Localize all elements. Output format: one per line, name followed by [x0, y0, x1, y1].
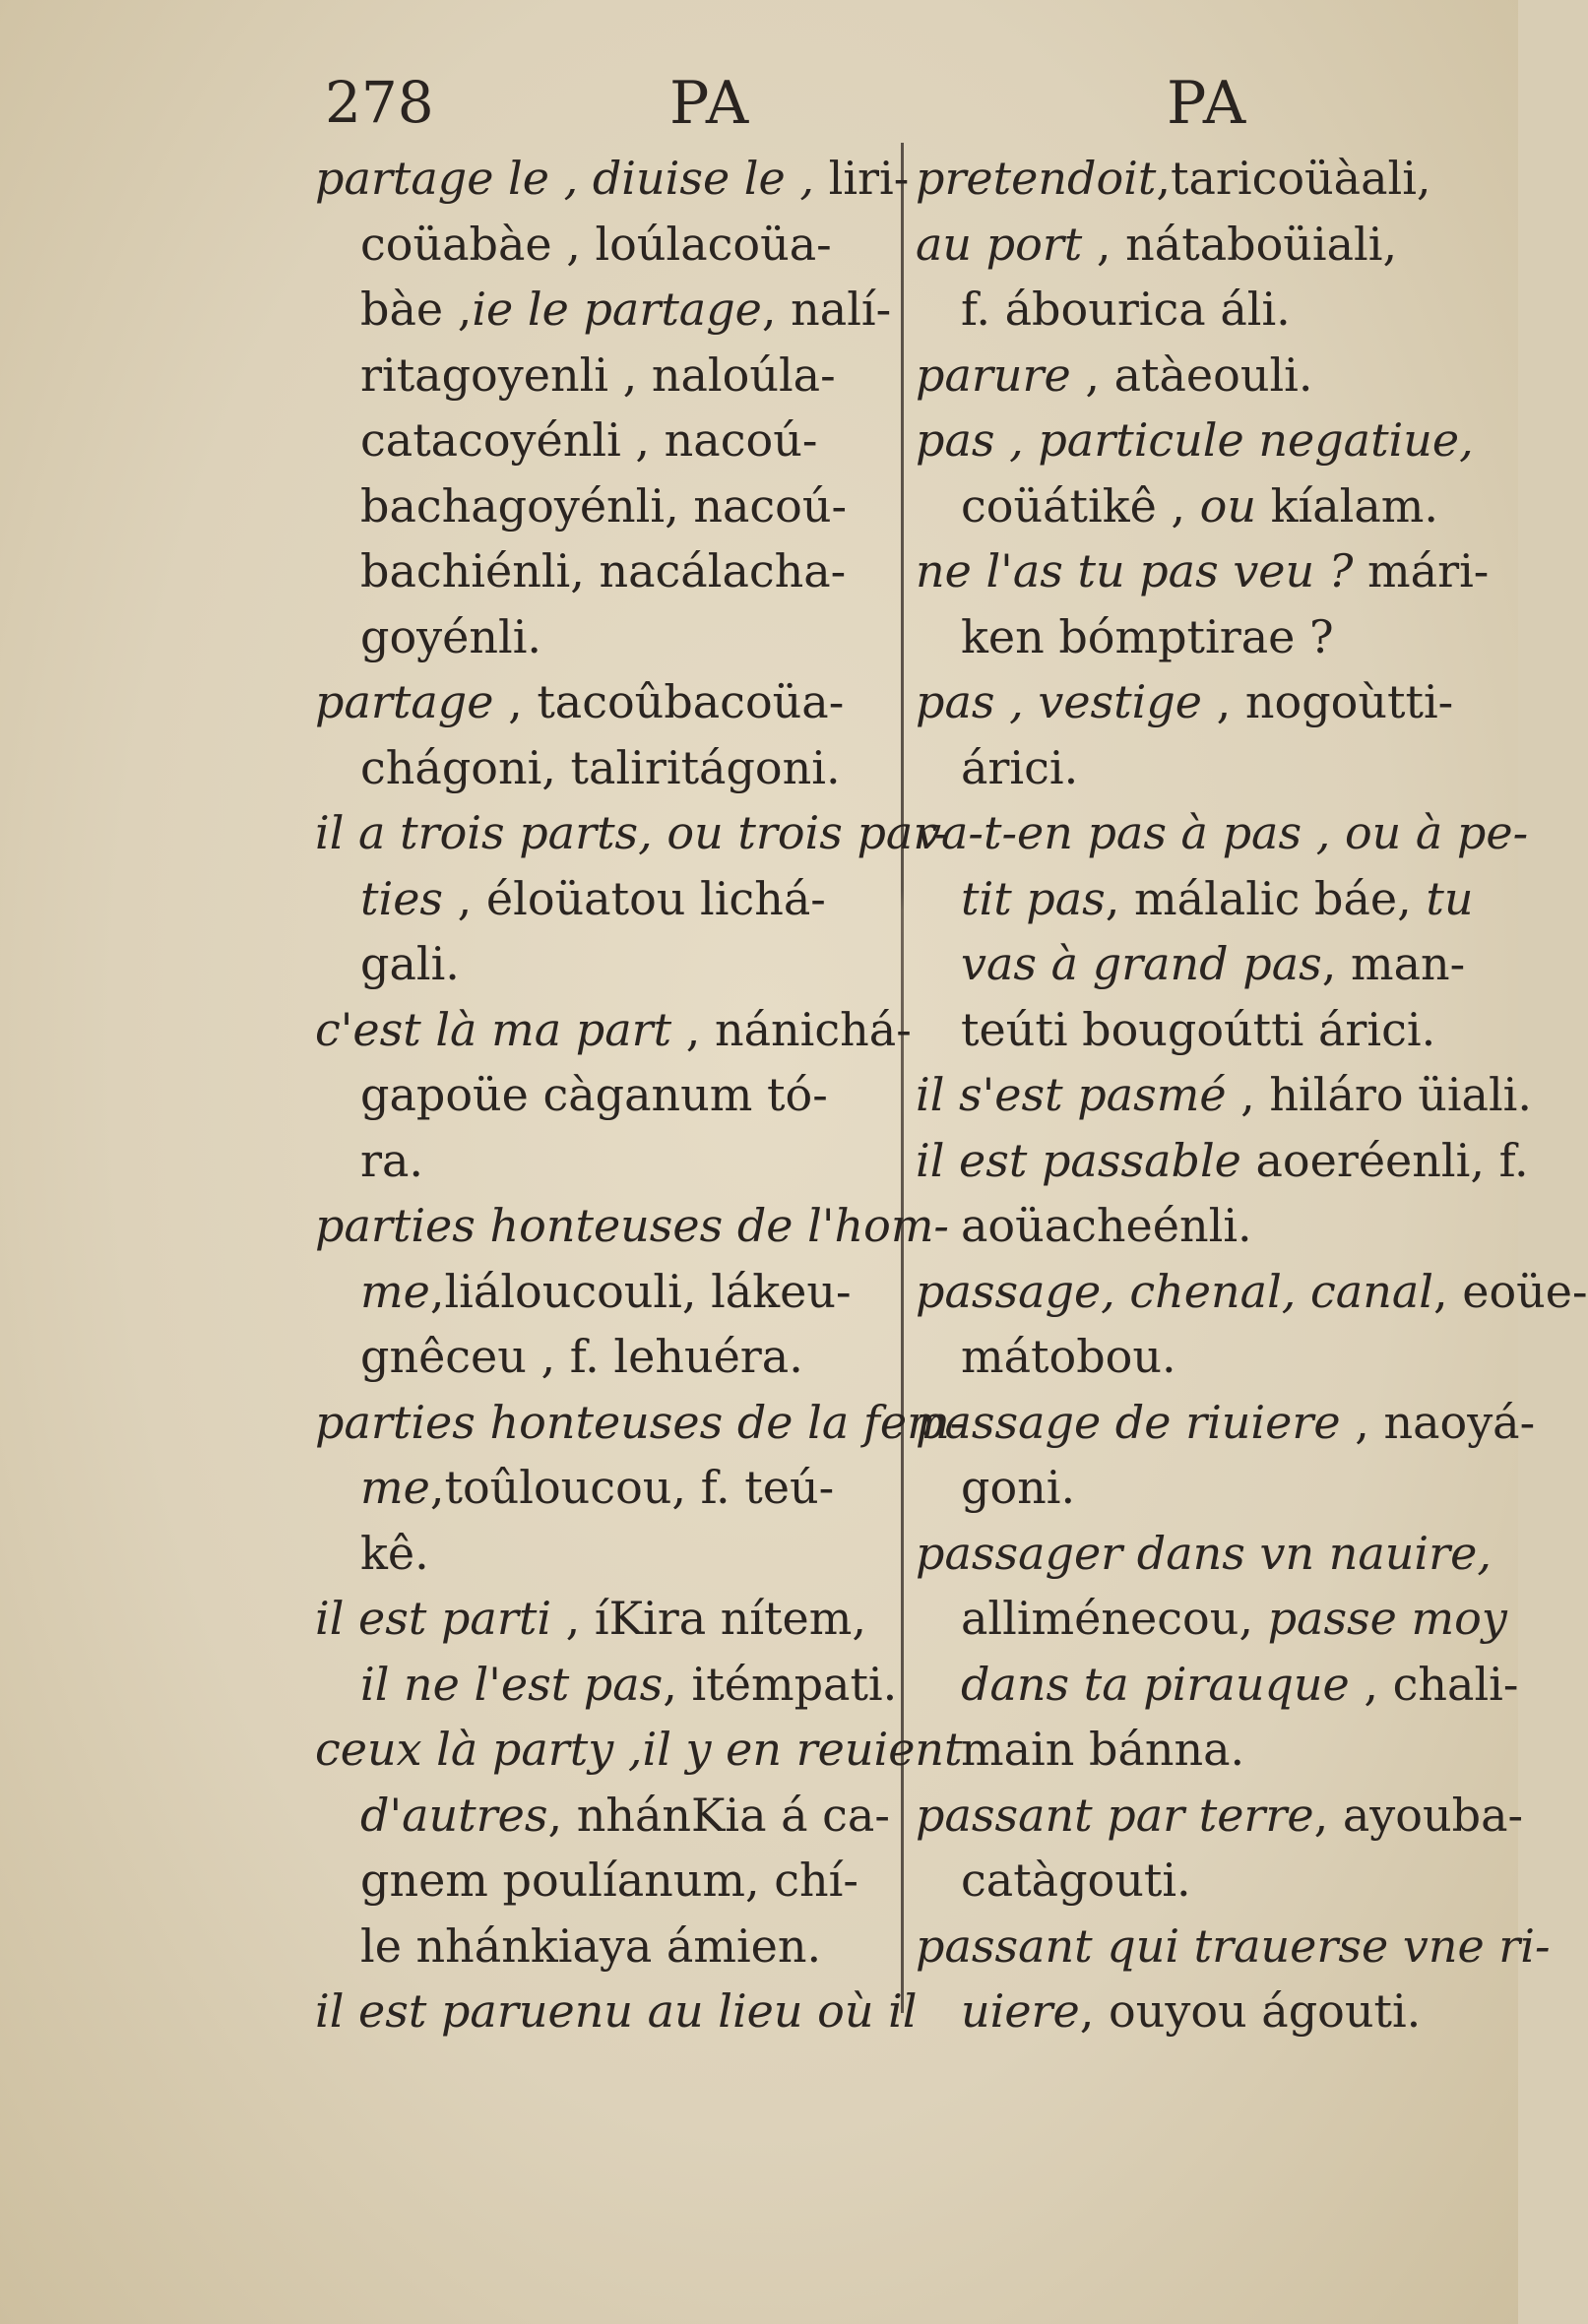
entry-line: parties honteuses de la fem- — [315, 1395, 966, 1449]
entry-line: ra. — [360, 1133, 424, 1187]
entry-line: chágoni, taliritágoni. — [360, 740, 841, 794]
header-title-left: PA — [669, 69, 751, 138]
entry-line: catacoyénli , nacoú- — [360, 413, 818, 467]
entry-line: gnêceu , f. lehuéra. — [360, 1330, 803, 1383]
page-number: 278 — [325, 69, 434, 136]
entry-line: ken bómptirae ? — [961, 609, 1334, 663]
entry-line: aoüacheénli. — [961, 1199, 1252, 1252]
entry-line: parure , atàeouli. — [916, 347, 1313, 402]
entry-line: ties , éloüatou lichá- — [360, 871, 826, 925]
entry-line: teúti bougoútti árici. — [961, 1002, 1436, 1056]
entry-line: árici. — [961, 740, 1079, 794]
entry-line: vas à grand pas, man- — [961, 937, 1466, 990]
entry-line: goyénli. — [360, 609, 542, 663]
running-header — [0, 69, 1518, 148]
entry-line: mátobou. — [961, 1330, 1176, 1383]
entry-line: main bánna. — [961, 1723, 1245, 1776]
entry-line: ne l'as tu pas veu ? mári- — [916, 544, 1490, 597]
entry-line: ritagoyenli , naloúla- — [360, 347, 836, 402]
entry-line: ceux là party ,il y en reuient — [315, 1723, 963, 1776]
entry-line: uiere, ouyou ágouti. — [961, 1984, 1422, 2038]
entry-line: d'autres, nhánKia á ca- — [360, 1788, 890, 1842]
entry-line: au port , nátaboüiali, — [916, 217, 1398, 271]
entry-line: il a trois parts, ou trois par- — [315, 806, 950, 859]
entry-line: pretendoit,taricoüàali, — [916, 152, 1431, 205]
entry-line: il est passable aoeréenli, f. — [916, 1133, 1529, 1187]
entry-line: catàgouti. — [961, 1853, 1191, 1907]
entry-line: le nhánkiaya ámien. — [360, 1918, 822, 1973]
header-title-right: PA — [1167, 69, 1248, 138]
entry-line: parties honteuses de l'hom- — [315, 1199, 949, 1252]
entry-line: me,liáloucouli, lákeu- — [360, 1264, 852, 1318]
entry-line: passant par terre, ayouba- — [916, 1788, 1524, 1842]
entry-line: va-t-en pas à pas , ou à pe- — [916, 806, 1529, 859]
entry-line: partage le , diuise le , liri- — [315, 152, 910, 205]
entry-line: alliménecou, passe moy — [961, 1592, 1507, 1645]
entry-line: dans ta pirauque , chali- — [961, 1657, 1519, 1711]
entry-line: il s'est pasmé , hiláro üiali. — [916, 1068, 1533, 1121]
entry-line: bachiénli, nacálacha- — [360, 544, 847, 597]
entry-line: bachagoyénli, nacoú- — [360, 478, 848, 533]
entry-line: gapoüe càganum tó- — [360, 1068, 828, 1121]
entry-line: f. ábourica áli. — [961, 283, 1291, 336]
entry-line: partage , tacoûbacoüa- — [315, 675, 845, 728]
entry-line: il ne l'est pas, itémpati. — [360, 1657, 898, 1711]
entry-line: coüabàe , loúlacoüa- — [360, 217, 832, 271]
entry-line: coüátikê , ou kíalam. — [961, 478, 1439, 533]
entry-line: c'est là ma part , nánichá- — [315, 1002, 912, 1056]
entry-line: pas , particule negatiue, — [916, 413, 1474, 467]
entry-line: il est paruenu au lieu où il — [315, 1984, 918, 2038]
entry-line: passage de riuiere , naoyá- — [916, 1395, 1536, 1449]
entry-line: tit pas, málalic báe, tu — [961, 871, 1474, 925]
entry-line: goni. — [961, 1461, 1076, 1514]
left-column — [315, 146, 966, 2044]
entry-line: passage, chenal, canal, eoüe- — [916, 1264, 1588, 1318]
entry-line: il est parti , íKira nítem, — [315, 1592, 867, 1645]
entry-line: me,toûloucou, f. teú- — [360, 1461, 835, 1514]
right-column — [916, 146, 1588, 2044]
entry-line: pas , vestige , nogoùtti- — [916, 675, 1454, 728]
entry-line: gali. — [360, 937, 460, 990]
entry-line: gnem poulíanum, chí- — [360, 1853, 858, 1907]
entry-line: kê. — [360, 1526, 429, 1580]
entry-line: passager dans vn nauire, — [916, 1526, 1492, 1580]
entry-line: bàe ,ie le partage, nalí- — [360, 283, 892, 336]
entry-line: passant qui trauerse vne ri- — [916, 1918, 1551, 1973]
